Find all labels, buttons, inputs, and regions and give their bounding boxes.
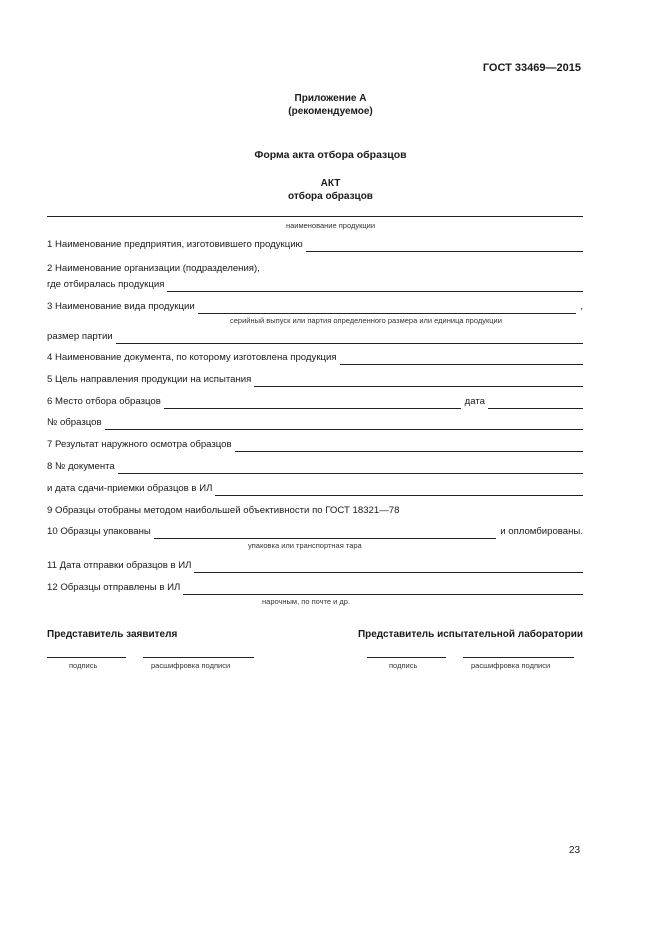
field-11-label: 11 Дата отправки образцов в ИЛ bbox=[47, 560, 192, 571]
field-9-label: 9 Образцы отобраны методом наибольшей объективности по ГОСТ 18321—78 bbox=[47, 505, 400, 516]
field-10-tail: и опломбированы. bbox=[500, 526, 583, 537]
field-7-line[interactable] bbox=[235, 442, 583, 452]
applicant-signature-line[interactable] bbox=[47, 657, 126, 658]
field-3-row bbox=[47, 300, 583, 314]
lab-decode-caption: расшифровка подписи bbox=[471, 661, 551, 670]
field-12-row bbox=[47, 581, 583, 595]
field-5-row bbox=[47, 373, 583, 387]
act-subtitle: отбора образцов bbox=[288, 191, 373, 202]
annex-heading bbox=[0, 92, 661, 118]
product-name-caption: наименование продукции bbox=[285, 221, 376, 230]
field-8b-row bbox=[47, 482, 583, 496]
packaging-line[interactable] bbox=[154, 529, 496, 539]
field-1-row bbox=[47, 238, 583, 252]
field-3b-label: размер партии bbox=[47, 331, 113, 342]
lab-sign-caption: подпись bbox=[389, 661, 418, 670]
packaging-caption: упаковка или транспортная тара bbox=[248, 541, 362, 550]
form-title: Форма акта отбора образцов bbox=[254, 149, 407, 161]
field-6-label: 6 Место отбора образцов bbox=[47, 396, 161, 407]
field-3b-row bbox=[47, 330, 583, 344]
applicant-representative-title: Представитель заявителя bbox=[47, 629, 178, 640]
field-10-row bbox=[47, 525, 583, 539]
field-6b-label: № образцов bbox=[47, 417, 102, 428]
product-type-caption: серийный выпуск или партия определенного размера или единица продукции bbox=[230, 316, 502, 325]
field-1-label: 1 Наименование предприятия, изготовившего продукцию bbox=[47, 239, 303, 250]
sampling-date-line[interactable] bbox=[488, 399, 583, 409]
sent-method-caption: нарочным, по почте и др. bbox=[262, 597, 351, 606]
field-12-label: 12 Образцы отправлены в ИЛ bbox=[47, 582, 181, 593]
act-heading bbox=[0, 177, 661, 203]
field-9-row bbox=[47, 504, 583, 518]
standard-code: ГОСТ 33469—2015 bbox=[482, 62, 581, 74]
field-2-row-b bbox=[47, 278, 583, 292]
field-2-line[interactable] bbox=[167, 282, 583, 292]
product-name-line bbox=[47, 216, 583, 217]
field-5-label: 5 Цель направления продукции на испытания bbox=[47, 374, 252, 385]
field-3-label: 3 Наименование вида продукции bbox=[47, 301, 195, 312]
field-4-label: 4 Наименование документа, по которому изготовлена продукция bbox=[47, 352, 337, 363]
lab-signature-line[interactable] bbox=[367, 657, 446, 658]
batch-size-line[interactable] bbox=[116, 334, 583, 344]
field-1-line[interactable] bbox=[306, 242, 583, 252]
annex-title: Приложение А bbox=[294, 93, 367, 104]
sampling-place-line[interactable] bbox=[164, 399, 461, 409]
field-4-line[interactable] bbox=[340, 355, 583, 365]
lab-decode-line[interactable] bbox=[463, 657, 574, 658]
field-7-row bbox=[47, 438, 583, 452]
field-3-comma: , bbox=[580, 301, 583, 312]
field-5-line[interactable] bbox=[254, 377, 583, 387]
field-10-label: 10 Образцы упакованы bbox=[47, 526, 151, 537]
field-2-label-a: 2 Наименование организации (подразделения), bbox=[47, 263, 260, 274]
applicant-decode-caption: расшифровка подписи bbox=[151, 661, 231, 670]
field-6b-row bbox=[47, 416, 583, 430]
field-2-row-a bbox=[47, 262, 583, 276]
act-title: АКТ bbox=[320, 178, 341, 189]
applicant-decode-line[interactable] bbox=[143, 657, 254, 658]
field-6-date-label: дата bbox=[464, 396, 485, 407]
field-8b-label: и дата сдачи-приемки образцов в ИЛ bbox=[47, 483, 213, 494]
page-number: 23 bbox=[569, 845, 581, 856]
acceptance-date-line[interactable] bbox=[215, 486, 583, 496]
field-7-label: 7 Результат наружного осмотра образцов bbox=[47, 439, 232, 450]
field-6-row bbox=[47, 395, 583, 409]
field-3-line[interactable] bbox=[198, 304, 577, 314]
field-8-label: 8 № документа bbox=[47, 461, 115, 472]
field-12-line[interactable] bbox=[183, 585, 583, 595]
field-11-line[interactable] bbox=[194, 563, 583, 573]
annex-subtitle: (рекомендуемое) bbox=[288, 106, 373, 117]
applicant-sign-caption: подпись bbox=[69, 661, 98, 670]
sample-numbers-line[interactable] bbox=[105, 420, 583, 430]
field-8-row bbox=[47, 460, 583, 474]
lab-representative-title: Представитель испытательной лаборатории bbox=[357, 629, 583, 640]
field-4-row bbox=[47, 351, 583, 365]
field-11-row bbox=[47, 559, 583, 573]
field-2-label-b: где отбиралась продукция bbox=[47, 279, 165, 290]
document-number-line[interactable] bbox=[118, 464, 583, 474]
